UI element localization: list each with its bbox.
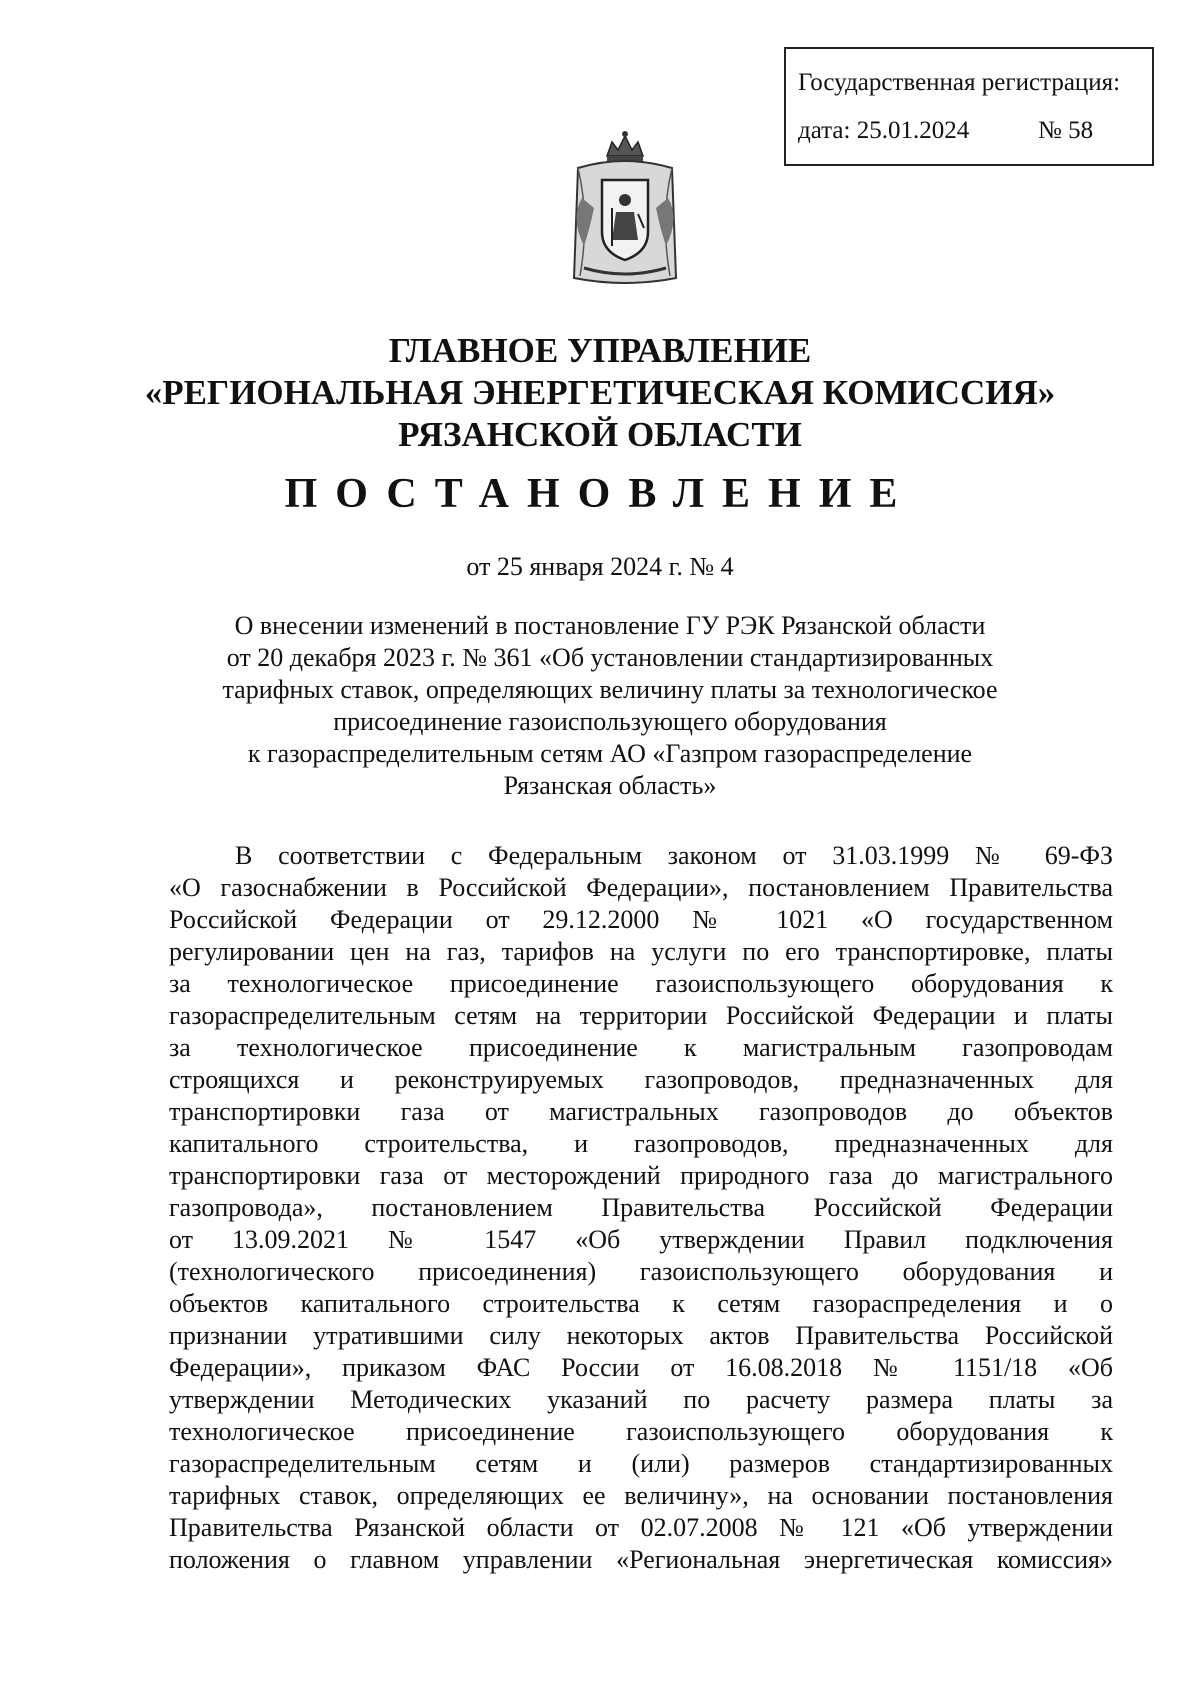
body-line: утверждении Методических указаний по расчету размера платы за [169,1385,1113,1414]
body-line: Правительства Рязанской области от 02.07.2008 № 121 «Об утверждении [169,1513,1113,1542]
subject-line: тарифных ставок, определяющих величину платы за технологическое [222,675,998,704]
subject-line: к газораспределительным сетям АО «Газпром газораспределение [247,739,973,768]
subject-line: Рязанская область» [503,771,717,800]
body-line: технологическое присоединение газоиспользующего оборудования к [169,1417,1113,1446]
ryazan-coat-of-arms-icon [560,128,690,288]
body-line: за технологическое присоединение к магистральным газопроводам [169,1033,1113,1062]
body-line: тарифных ставок, определяющих ее величину», на основании постановления [169,1481,1113,1510]
subject-line: О внесении изменений в постановление ГУ РЭК Рязанской области [234,611,986,640]
document-date-number: от 25 января 2024 г. № 4 [466,552,734,581]
org-title-line-3: РЯЗАНСКОЙ ОБЛАСТИ [398,415,802,454]
org-title-line-1: ГЛАВНОЕ УПРАВЛЕНИЕ [388,331,812,370]
registration-title: Государственная регистрация: [798,69,1121,96]
document-type: ПОСТАНОВЛЕНИЕ [284,471,916,517]
body-line: газопровода», постановлением Правительства Российской Федерации [169,1193,1113,1222]
body-line: строящихся и реконструируемых газопроводов, предназначенных для [169,1065,1113,1094]
body-line: Российской Федерации от 29.12.2000 № 1021 «О государственном [169,905,1113,934]
body-line: транспортировки газа от магистральных газопроводов до объектов [169,1097,1113,1126]
body-paragraph [169,840,1113,1576]
body-line: В соответствии с Федеральным законом от 31.03.1999 № 69-ФЗ [235,841,1113,870]
registration-number: № 58 [1038,117,1094,144]
body-line: Федерации», приказом ФАС России от 16.08.2018 № 1151/18 «Об [169,1353,1113,1382]
body-line: газораспределительным сетям на территории Российской Федерации и платы [169,1001,1113,1030]
body-line: положения о главном управлении «Региональная энергетическая комиссия» [169,1545,1113,1574]
body-line: объектов капитального строительства к сетям газораспределения и о [169,1289,1113,1318]
body-line: регулировании цен на газ, тарифов на услуги по его транспортировке, платы [169,937,1113,966]
body-line: «О газоснабжении в Российской Федерации», постановлением Правительства [169,873,1113,902]
body-line: за технологическое присоединение газоиспользующего оборудования к [169,969,1113,998]
document-subject [160,610,1060,802]
subject-line: от 20 декабря 2023 г. № 361 «Об установлении стандартизированных [226,643,994,672]
body-line: (технологического присоединения) газоиспользующего оборудования и [169,1257,1113,1286]
registration-date: дата: 25.01.2024 [798,117,970,144]
registration-stamp [784,47,1154,166]
body-line: газораспределительным сетям и (или) размеров стандартизированных [169,1449,1113,1478]
org-title-line-2: «РЕГИОНАЛЬНАЯ ЭНЕРГЕТИЧЕСКАЯ КОМИССИЯ» [144,373,1056,412]
subject-line: присоединение газоиспользующего оборудования [333,707,887,736]
body-line: от 13.09.2021 № 1547 «Об утверждении Правил подключения [169,1225,1113,1254]
body-line: признании утратившими силу некоторых актов Правительства Российской [169,1321,1113,1350]
body-line: транспортировки газа от месторождений природного газа до магистрального [169,1161,1113,1190]
body-line: капитального строительства, и газопроводов, предназначенных для [169,1129,1113,1158]
